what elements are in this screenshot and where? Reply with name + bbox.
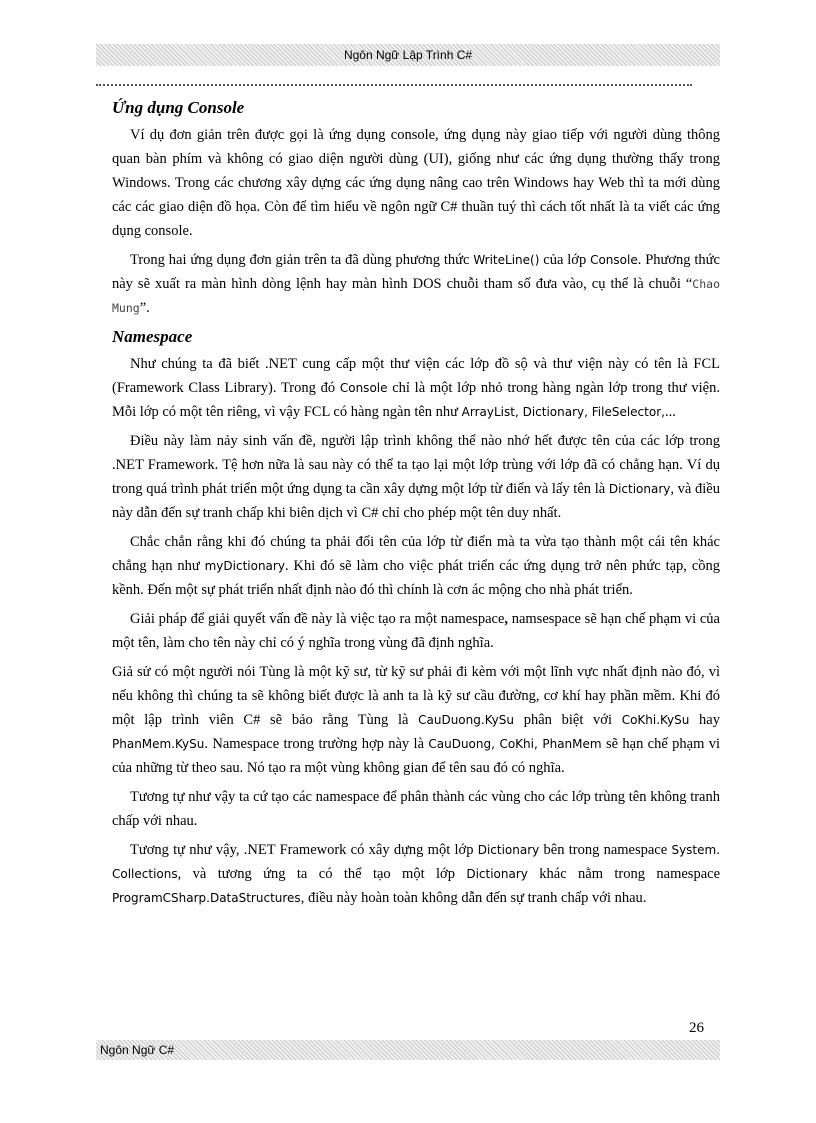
paragraph-console-2: Trong hai ứng dụng đơn giản trên ta đã dùng phương thức WriteLine() của lớp Console. Phương thức này sẽ xuất ra màn hình dòng lệnh hay màn hình DOS chuỗi tham số đưa vào, cụ thể là chuỗi “Chao Mung”.	[112, 252, 720, 316]
code-chao-mung: Chao Mung	[112, 277, 720, 315]
paragraph-namespace-7: Tương tự như vậy, .NET Framework có xây dựng một lớp Dictionary bên trong namespace System. Collections, và tương ứng ta có thể tạo một lớp Dictionary khác nằm trong namespace ProgramCSharp.DataStructures, điều này hoàn toàn không dẫn đến sự tranh chấp với nhau.	[112, 842, 721, 906]
paragraph-namespace-2: Điều này làm nảy sinh vấn đề, người lập trình không thể nào nhớ hết được tên của các lớp trong .NET Framework. Tệ hơn nữa là sau này có thể ta tạo lại một lớp trùng với lớp đã có chẳng hạn. Ví dụ trong quá trình phát triển một ứng dụng ta cần xây dựng một lớp từ điển và lấy tên là Dictionary, và điều này dẫn đến sự tranh chấp khi biên dịch vì C# chỉ cho phép một tên duy nhất.	[112, 433, 720, 521]
page-number: 26	[689, 1020, 704, 1036]
paragraph-namespace-3: Chắc chắn rằng khi đó chúng ta phải đổi tên của lớp từ điển mà ta vừa tạo thành một cái tên khác chẳng hạn như myDictionary. Khi đó sẽ làm cho việc phát triển các ứng dụng trở nên phức tạp, cồng kềnh. Đến một sự phát triển nhất định nào đó thì chính là cơn ác mộng cho nhà phát triển.	[112, 534, 721, 598]
paragraph-namespace-1: Như chúng ta đã biết .NET cung cấp một thư viện các lớp đồ sộ và thư viện này có tên là FCL (Framework Class Library). Trong đó Console chỉ là một lớp nhỏ trong hàng ngàn lớp trong thư viện. Mỗi lớp có một tên riêng, vì vậy FCL có hàng ngàn tên như ArrayList, Dictionary, FileSelector,...	[112, 356, 720, 420]
paragraph-namespace-5: Giả sử có một người nói Tùng là một kỹ sư, từ kỹ sư phải đi kèm với một lĩnh vực nhất định nào đó, vì nếu không thì chúng ta sẽ không biết được là anh ta là kỹ sư cầu đường, cơ khí hay phần mềm. Khi đó một lập trình viên C# sẽ bảo rằng Tùng là CauDuong.KySu phân biệt với CoKhi.KySu hay PhanMem.KySu. Namespace trong trường hợp này là CauDuong, CoKhi, PhanMem sẽ hạn chế phạm vi của những từ theo sau. Nó tạo ra một vùng không gian để tên sau đó có nghĩa.	[112, 664, 720, 776]
paragraph-namespace-6: Tương tự như vậy ta cứ tạo các namespace để phân thành các vùng cho các lớp trùng tên không tranh chấp với nhau.	[112, 789, 720, 829]
footer-title: Ngôn Ngữ C#	[100, 1043, 175, 1057]
page-body	[112, 96, 720, 915]
header-title: Ngôn Ngữ Lập Trình C#	[343, 48, 473, 62]
code-console: Console	[590, 253, 638, 267]
heading-console: Ứng dụng Console	[112, 98, 245, 117]
code-writeline: WriteLine()	[473, 253, 540, 267]
paragraph-console-1: Ví dụ đơn giản trên được gọi là ứng dụng console, ứng dụng này giao tiếp với người dùng thông quan bàn phím và không có giao diện người dùng (UI), giống như các ứng dụng thường thấy trong Windows. Trong các chương xây dựng các ứng dụng nâng cao trên Windows hay Web thì ta mới dùng các các giao diện đồ họa. Còn để tìm hiểu về ngôn ngữ C# thuần tuý thì cách tốt nhất là ta viết các ứng dụng console.	[112, 127, 720, 239]
paragraph-namespace-4: Giải pháp để giải quyết vấn đề này là việc tạo ra một namespace, namsespace sẽ hạn chế phạm vi của một tên, làm cho tên này chỉ có ý nghĩa trong vùng đã định nghĩa.	[112, 611, 720, 651]
page-header	[96, 44, 720, 66]
page-footer	[96, 1040, 720, 1060]
header-dotted-rule	[96, 84, 692, 86]
heading-namespace: Namespace	[112, 327, 193, 346]
